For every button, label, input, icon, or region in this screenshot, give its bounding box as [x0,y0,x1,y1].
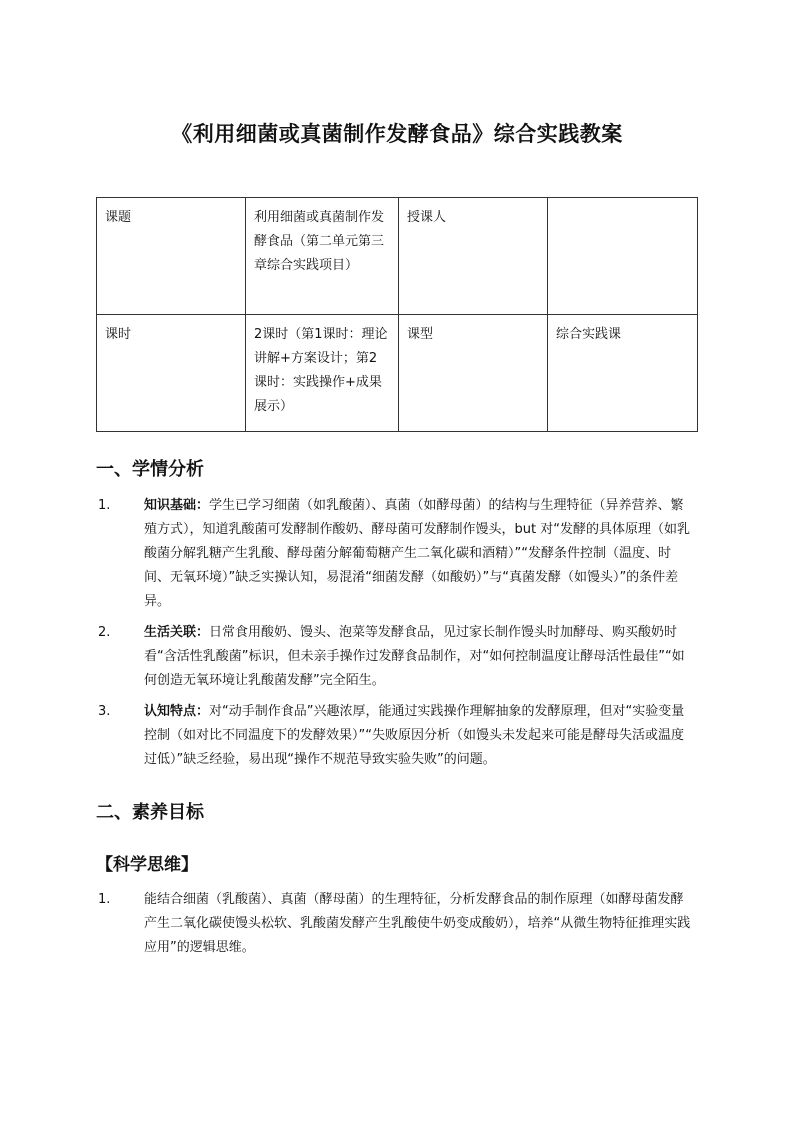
table-cell: 课型 [399,315,548,432]
table-cell: 综合实践课 [548,315,698,432]
page-title: 《利用细菌或真菌制作发酵食品》综合实践教案 [171,122,623,146]
table-row [97,198,698,315]
list-item [96,494,696,614]
learning-analysis-list [96,494,696,779]
item-text: 对“动手制作食品”兴趣浓厚，能通过实践操作理解抽象的发酵原理，但对“实验变量控制（如对比不同温度下的发酵效果）”“失败原因分析（如馒头未发起来可能是酵母失活或温度过低）”缺乏经验，易出现“操作不规范导致实验失败”的问题。 [144,704,685,767]
list-number: 1. [98,498,111,513]
table-cell: 课时 [97,315,246,432]
list-number: 3. [98,704,111,719]
list-number: 2. [98,625,111,640]
table-cell: 课题 [97,198,246,315]
item-label: 认知特点： [144,704,210,719]
table-cell [548,198,698,315]
list-number: 1. [98,892,111,907]
item-text: 能结合细菌（乳酸菌）、真菌（酵母菌）的生理特征，分析发酵食品的制作原理（如酵母菌发酵产生二氧化碳使馒头松软、乳酸菌发酵产生乳酸使牛奶变成酸奶），培养“从微生物特征推理实践应用”的逻辑思维。 [144,892,691,955]
science-thinking-list [96,888,696,967]
table-cell: 授课人 [399,198,548,315]
list-item [96,888,696,960]
list-item [96,621,696,693]
section-heading: 二、素养目标 [96,802,204,823]
table-row [97,315,698,432]
list-item [96,700,696,772]
item-text: 学生已学习细菌（如乳酸菌）、真菌（如酵母菌）的结构与生理特征（异养营养、繁殖方式），知道乳酸菌可发酵制作酸奶、酵母菌可发酵制作馒头，but 对“发酵的具体原理（如乳酸菌分解乳糖产生乳酸、酵母菌分解葡萄糖产生二氧化碳和酒精）”“发酵条件控制（温度、时间、无氧环境）”缺乏实操认知，易混淆“细菌发酵（如酸奶）”与“真菌发酵（如馒头）”的条件差异。 [144,498,690,609]
item-label: 生活关联： [144,625,210,640]
subsection-heading: 【科学思维】 [96,855,198,875]
table-cell: 利用细菌或真菌制作发酵食品（第二单元第三章综合实践项目） [246,198,399,315]
info-table [96,197,698,432]
item-label: 知识基础： [144,498,210,513]
item-text: 日常食用酸奶、馒头、泡菜等发酵食品，见过家长制作馒头时加酵母、购买酸奶时看“含活性乳酸菌”标识，但未亲手操作过发酵食品制作，对“如何控制温度让酵母活性最佳”“如何创造无氧环境让乳酸菌发酵”完全陌生。 [144,625,685,688]
section-heading: 一、学情分析 [96,459,204,480]
table-cell: 2课时（第1课时：理论讲解+方案设计；第2课时：实践操作+成果展示） [246,315,399,432]
